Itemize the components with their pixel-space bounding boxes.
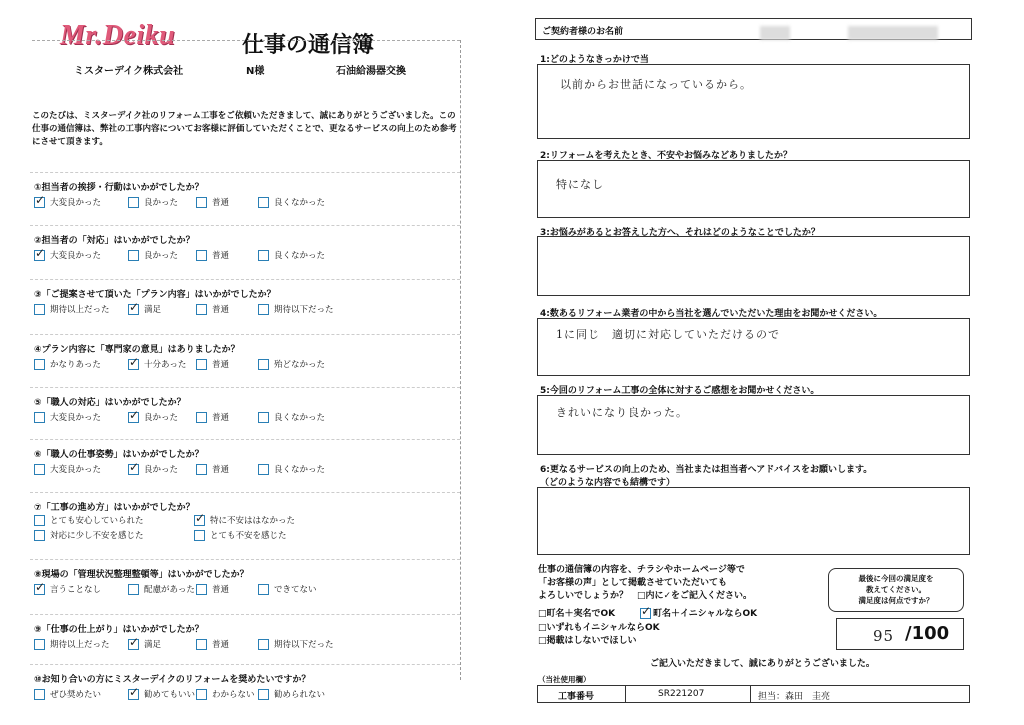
- option-checkbox[interactable]: [34, 412, 45, 423]
- publish-option-2-label: 町名＋イニシャルならOK: [653, 609, 758, 619]
- answer-option[interactable]: [258, 249, 325, 261]
- answer-option[interactable]: [194, 529, 287, 541]
- option-checkbox[interactable]: [258, 689, 269, 700]
- name-label: ご契約者様のお名前: [542, 27, 624, 37]
- staff-name: 担当：森田 圭亮: [758, 692, 831, 702]
- answer-option[interactable]: [128, 638, 161, 650]
- option-label: 大変良かった: [50, 465, 102, 475]
- publish-option-3[interactable]: □いずれもイニシャルならOK: [538, 623, 660, 633]
- answer-option[interactable]: [34, 196, 101, 208]
- option-label: 勧めてもいい: [144, 690, 196, 700]
- option-checkbox[interactable]: [34, 515, 45, 526]
- option-label: 特に不安ははなかった: [210, 516, 296, 526]
- option-checkbox[interactable]: [128, 250, 139, 261]
- option-checkbox[interactable]: [196, 639, 207, 650]
- option-checkbox[interactable]: [34, 584, 45, 595]
- option-label: 大変良かった: [50, 251, 102, 261]
- question-divider: [30, 225, 460, 226]
- answer-option[interactable]: [258, 196, 325, 208]
- answer-option[interactable]: [34, 514, 144, 526]
- answer-option[interactable]: [258, 638, 334, 650]
- option-label: 良かった: [144, 465, 179, 475]
- answer-option[interactable]: [128, 463, 178, 475]
- option-label: 配慮があった: [144, 585, 195, 595]
- answer-2: 特になし: [556, 178, 604, 191]
- option-label: 良くなかった: [274, 413, 326, 423]
- company-name: ミスターデイク株式会社: [74, 66, 184, 77]
- option-checkbox[interactable]: [34, 639, 45, 650]
- option-label: 期待以下だった: [274, 640, 334, 650]
- question-title: ⑨「仕事の仕上がり」はいかがでしたか？: [34, 625, 204, 635]
- option-checkbox[interactable]: [128, 584, 139, 595]
- option-label: できてない: [274, 585, 317, 595]
- answer-option[interactable]: [258, 411, 325, 423]
- option-checkbox[interactable]: [196, 304, 207, 315]
- answer-option[interactable]: [196, 411, 229, 423]
- answer-option[interactable]: [196, 196, 229, 208]
- option-label: 良かった: [144, 251, 179, 261]
- question-title: ⑦「工事の進め方」はいかがでしたか？: [34, 503, 195, 513]
- q6-sublabel: （どのような内容でも結構です）: [540, 478, 676, 488]
- option-checkbox[interactable]: [128, 412, 139, 423]
- answer-option[interactable]: [34, 411, 101, 423]
- option-checkbox[interactable]: [196, 359, 207, 370]
- question-title: ⑤「職人の対応」はいかがでしたか？: [34, 398, 186, 408]
- option-label: 良くなかった: [274, 465, 326, 475]
- publish-option-4[interactable]: □掲載はしないでほしい: [538, 636, 637, 646]
- office-use-label: （当社使用欄）: [538, 675, 591, 684]
- customer-name: N様: [246, 66, 265, 77]
- option-checkbox[interactable]: [128, 304, 139, 315]
- header-rule: [32, 40, 460, 42]
- job-number: SR221207: [658, 689, 705, 699]
- answer-4: 1に同じ 適切に対応していただけるので: [556, 328, 780, 341]
- option-checkbox[interactable]: [128, 197, 139, 208]
- question-divider: [30, 279, 460, 280]
- page-title: 仕事の通信簿: [242, 33, 375, 58]
- option-label: 普通: [212, 198, 230, 208]
- question-title: ⑧現場の「管理状況整理整頓等」はいかがでしたか？: [34, 570, 249, 580]
- option-label: 大変良かった: [50, 198, 102, 208]
- option-label: 普通: [212, 640, 230, 650]
- option-label: 十分あった: [144, 360, 187, 370]
- option-checkbox[interactable]: [258, 412, 269, 423]
- option-checkbox[interactable]: [196, 412, 207, 423]
- option-label: 良かった: [144, 198, 179, 208]
- option-label: 普通: [212, 413, 230, 423]
- score-max: /100: [905, 623, 950, 644]
- answer-box-3[interactable]: [537, 236, 970, 296]
- option-checkbox[interactable]: [258, 304, 269, 315]
- option-checkbox[interactable]: [34, 250, 45, 261]
- answer-option[interactable]: [258, 583, 317, 595]
- option-checkbox[interactable]: [128, 359, 139, 370]
- option-label: 期待以下だった: [274, 305, 334, 315]
- option-checkbox[interactable]: [34, 359, 45, 370]
- redacted-name-2: [848, 26, 938, 40]
- q3-label: 3:お悩みがあるとお答えした方へ、それはどのようなことでしたか？: [540, 228, 820, 238]
- option-checkbox[interactable]: [258, 584, 269, 595]
- option-checkbox[interactable]: [34, 464, 45, 475]
- answer-1: 以前からお世話になっているから。: [560, 78, 752, 91]
- answer-option[interactable]: [34, 688, 101, 700]
- q1-label: 1:どのようなきっかけで当: [540, 55, 649, 65]
- question-divider: [30, 492, 460, 493]
- answer-option[interactable]: [196, 303, 229, 315]
- option-label: 満足: [144, 640, 162, 650]
- answer-option[interactable]: [196, 463, 229, 475]
- answer-option[interactable]: [128, 583, 195, 595]
- answer-option[interactable]: [34, 583, 101, 595]
- intro-text: このたびは、ミスターデイク社のリフォーム工事をご依頼いただきまして、誠にありがとうございました。この仕事の通信簿は、弊社の工事内容についてお客様に評価していただくことで、更なるサービスの向上のため参考にさせて頂きます。: [32, 111, 457, 147]
- question-divider: [30, 614, 460, 615]
- answer-option[interactable]: [34, 638, 110, 650]
- option-label: 良かった: [144, 413, 179, 423]
- option-checkbox[interactable]: [34, 197, 45, 208]
- sat-prompt-1: 最後に今回の満足度を: [858, 574, 934, 583]
- answer-option[interactable]: [34, 358, 101, 370]
- option-checkbox[interactable]: [258, 359, 269, 370]
- question-divider: [30, 664, 460, 665]
- option-checkbox[interactable]: [34, 304, 45, 315]
- option-label: 対応に少し不安を感じた: [50, 531, 144, 541]
- option-label: 勧められない: [274, 690, 326, 700]
- option-checkbox[interactable]: [196, 464, 207, 475]
- option-checkbox[interactable]: [194, 515, 205, 526]
- answer-option[interactable]: [196, 638, 229, 650]
- question-divider: [30, 439, 460, 440]
- q2-label: 2:リフォームを考えたとき、不安やお悩みなどありましたか？: [540, 151, 793, 161]
- company-logo: Mr.Deiku: [60, 20, 176, 51]
- answer-option[interactable]: [194, 514, 295, 526]
- answer-option[interactable]: [196, 358, 229, 370]
- question-divider: [30, 334, 460, 335]
- answer-option[interactable]: [128, 411, 178, 423]
- answer-option[interactable]: [196, 249, 229, 261]
- option-label: 期待以上だった: [50, 305, 110, 315]
- option-checkbox[interactable]: [258, 464, 269, 475]
- question-title: ④プラン内容に「専門家の意見」はありましたか？: [34, 345, 240, 355]
- score-value: 95: [873, 627, 895, 645]
- option-label: 言うことなし: [50, 585, 102, 595]
- question-divider: [30, 387, 460, 388]
- option-label: 普通: [212, 360, 230, 370]
- answer-option[interactable]: [128, 303, 161, 315]
- option-label: 普通: [212, 465, 230, 475]
- answer-option[interactable]: [128, 196, 178, 208]
- office-use-row: [537, 685, 970, 703]
- option-label: 良くなかった: [274, 251, 326, 261]
- option-checkbox[interactable]: [196, 197, 207, 208]
- satisfaction-prompt-box: [828, 568, 964, 612]
- sat-prompt-2: 教えてください。: [866, 585, 926, 594]
- answer-option[interactable]: [196, 583, 229, 595]
- sat-prompt-3: 満足度は何点ですか？: [858, 596, 934, 605]
- option-label: 殆どなかった: [274, 360, 326, 370]
- question-title: ③「ご提案させて頂いた「プラン内容」はいかがでしたか？: [34, 290, 276, 300]
- question-divider: [30, 559, 460, 560]
- option-checkbox[interactable]: [196, 689, 207, 700]
- question-title: ①担当者の挨拶・行動はいかがでしたか？: [34, 183, 204, 193]
- q6-label: 6:更なるサービスの向上のため、当社または担当者へアドバイスをお願いします。: [540, 465, 873, 475]
- divider: [625, 686, 626, 702]
- option-checkbox[interactable]: [196, 250, 207, 261]
- thanks-text: ご記入いただきまして、誠にありがとうございました。: [650, 659, 875, 669]
- option-label: 普通: [212, 251, 230, 261]
- option-checkbox[interactable]: [258, 639, 269, 650]
- option-label: 良くなかった: [274, 198, 326, 208]
- answer-option[interactable]: [258, 688, 325, 700]
- option-checkbox[interactable]: [258, 197, 269, 208]
- option-checkbox[interactable]: [34, 689, 45, 700]
- publish-text-2: 「お客様の声」として掲載させていただいても: [538, 578, 728, 588]
- answer-option[interactable]: [196, 688, 255, 700]
- question-divider: [30, 172, 460, 173]
- answer-option[interactable]: [34, 249, 101, 261]
- option-checkbox[interactable]: [258, 250, 269, 261]
- option-label: かなりあった: [50, 360, 101, 370]
- option-checkbox[interactable]: [194, 530, 205, 541]
- publish-option-2[interactable]: [640, 606, 757, 619]
- option-label: とても安心していられた: [50, 516, 144, 526]
- answer-5: きれいになり良かった。: [556, 406, 688, 419]
- option-checkbox[interactable]: [34, 530, 45, 541]
- option-label: 大変良かった: [50, 413, 102, 423]
- answer-box-6[interactable]: [537, 487, 970, 555]
- answer-option[interactable]: [258, 463, 325, 475]
- answer-option[interactable]: [258, 358, 325, 370]
- option-label: 普通: [212, 305, 230, 315]
- answer-option[interactable]: [128, 249, 178, 261]
- publish-text-3: よろしいでしょうか？ □内に✓をご記入ください。: [538, 591, 753, 601]
- answer-option[interactable]: [128, 358, 186, 370]
- score-box[interactable]: [836, 618, 964, 650]
- publish-option-2-checkbox[interactable]: [640, 608, 651, 619]
- q5-label: 5:今回のリフォーム工事の全体に対するご感想をお聞かせください。: [540, 386, 820, 396]
- answer-option[interactable]: [34, 529, 144, 541]
- option-checkbox[interactable]: [128, 639, 139, 650]
- answer-option[interactable]: [34, 463, 101, 475]
- answer-option[interactable]: [128, 688, 195, 700]
- option-checkbox[interactable]: [128, 689, 139, 700]
- option-checkbox[interactable]: [196, 584, 207, 595]
- option-label: 満足: [144, 305, 162, 315]
- question-title: ⑥「職人の仕事姿勢」はいかがでしたか？: [34, 450, 204, 460]
- q4-label: 4:数あるリフォーム業者の中から当社を選んでいただいた理由をお聞かせください。: [540, 309, 883, 319]
- option-label: とても不安を感じた: [210, 531, 287, 541]
- question-title: ②担当者の「対応」はいかがでしたか？: [34, 236, 195, 246]
- job-number-label: 工事番号: [558, 692, 595, 702]
- option-label: 期待以上だった: [50, 640, 110, 650]
- answer-option[interactable]: [258, 303, 334, 315]
- option-checkbox[interactable]: [128, 464, 139, 475]
- option-label: 普通: [212, 585, 230, 595]
- option-label: わからない: [212, 690, 255, 700]
- question-title: ⑩お知り合いの方にミスターデイクのリフォームを奨めたいですか？: [34, 675, 311, 685]
- publish-text-1: 仕事の通信簿の内容を、チラシやホームページ等で: [538, 565, 745, 575]
- divider: [750, 686, 751, 702]
- publish-option-1[interactable]: □町名＋実名でOK: [538, 609, 616, 619]
- answer-option[interactable]: [34, 303, 110, 315]
- job-type: 石油給湯器交換: [336, 66, 406, 77]
- option-label: ぜひ奨めたい: [50, 690, 102, 700]
- redacted-name-1: [760, 26, 790, 40]
